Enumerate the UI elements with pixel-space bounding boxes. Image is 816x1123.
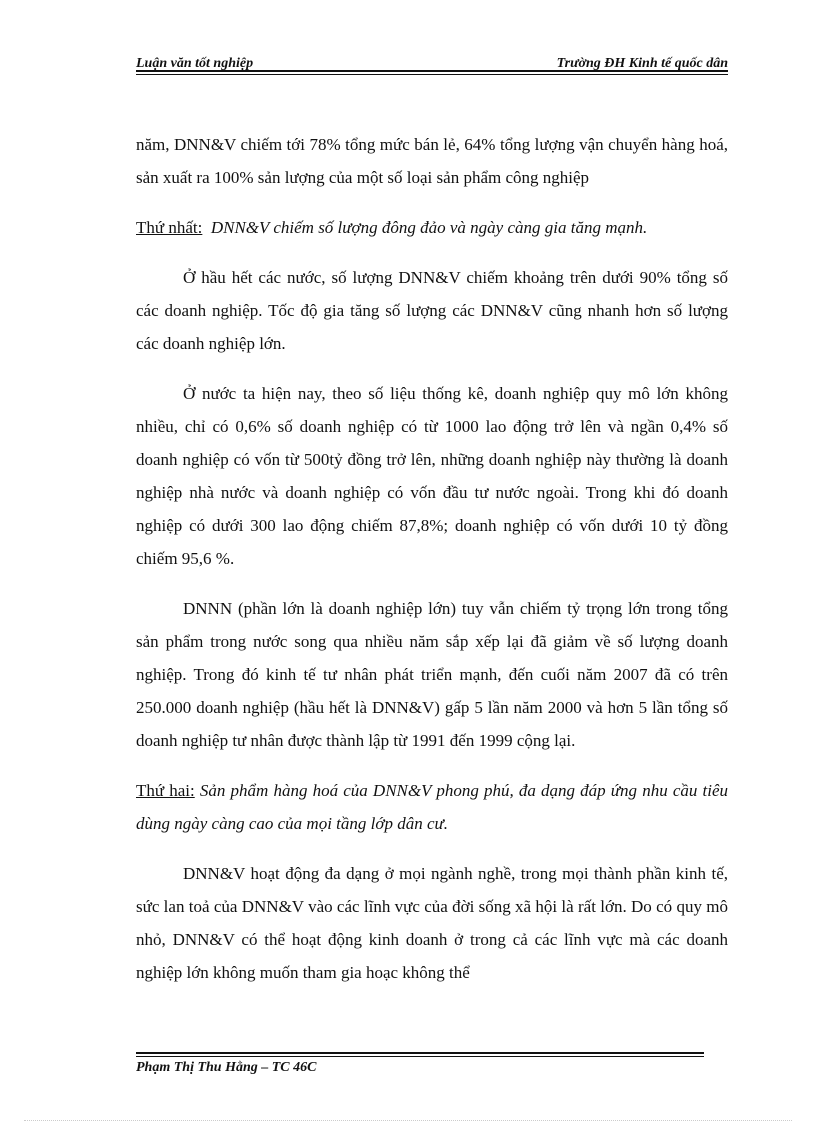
document-body: [136, 128, 728, 1006]
section-heading-first: [136, 211, 728, 244]
heading-second-lead: Thứ hai:: [136, 781, 195, 800]
header-rule-thin: [136, 74, 728, 75]
header-thesis-label: Luận văn tốt nghiệp: [136, 56, 254, 71]
paragraph-intro: năm, DNN&V chiếm tới 78% tổng mức bán lẻ, 64% tổng lượng vận chuyển hàng hoá, sản xuất ra 100% sản lượng của một số loại sản phẩm công nghiệp: [136, 135, 728, 187]
footer-rule-thin: [136, 1056, 704, 1057]
page-footer-author: Phạm Thị Thu Hằng – TC 46C: [136, 1060, 317, 1075]
heading-first-lead: Thứ nhất:: [136, 218, 203, 237]
page-edge-divider: [24, 1120, 792, 1121]
heading-second-text: Sản phẩm hàng hoá của DNN&V phong phú, đa dạng đáp ứng nhu cầu tiêu dùng ngày càng cao của mọi tầng lớp dân cư.: [136, 781, 729, 833]
header-rule: [136, 70, 728, 72]
paragraph-international: Ở hầu hết các nước, số lượng DNN&V chiếm khoảng trên dưới 90% tổng số các doanh nghiệp. Tốc độ gia tăng số lượng các DNN&V cũng nhanh hơn số lượng các doanh nghiệp lớn.: [136, 268, 728, 353]
paragraph-diversity: DNN&V hoạt động đa dạng ở mọi ngành nghề, trong mọi thành phần kinh tế, sức lan toả của DNN&V vào các lĩnh vực của đời sống xã hội là rất lớn. Do có quy mô nhỏ, DNN&V có thể hoạt động kinh doanh ở trong cả các lĩnh vực mà các doanh nghiệp lớn không muốn tham gia hoạc không thể: [136, 864, 728, 982]
paragraph-state-enterprises: DNNN (phần lớn là doanh nghiệp lớn) tuy vẫn chiếm tỷ trọng lớn trong tổng sản phẩm trong nước song qua nhiều năm sắp xếp lại đã giảm về số lượng doanh nghiệp. Trong đó kinh tế tư nhân phát triển mạnh, đến cuối năm 2007 đã có trên 250.000 doanh nghiệp (hầu hết là DNN&V) gấp 5 lần năm 2000 và hơn 5 lần tổng số doanh nghiệp tư nhân được thành lập từ 1991 đến 1999 cộng lại.: [136, 599, 728, 750]
header-university-label: Trường ĐH Kinh tế quốc dân: [556, 56, 728, 71]
page-header: [136, 48, 728, 72]
section-heading-second: [136, 774, 728, 840]
paragraph-vietnam-stats: Ở nước ta hiện nay, theo số liệu thống kê, doanh nghiệp quy mô lớn không nhiều, chỉ có 0,6% số doanh nghiệp có từ 1000 lao động trở lên và ngần 0,4% số doanh nghiệp có vốn từ 500tỷ đồng trở lên, những doanh nghiệp này thường là doanh nghiệp nhà nước và doanh nghiệp có vốn đầu tư nước ngoài. Trong khi đó doanh nghiệp có dưới 300 lao động chiếm 87,8%; doanh nghiệp có vốn dưới 10 tỷ đồng chiếm 95,6 %.: [136, 384, 728, 568]
footer-rule: [136, 1052, 704, 1054]
heading-first-text: DNN&V chiếm số lượng đông đảo và ngày càng gia tăng mạnh.: [210, 218, 648, 237]
